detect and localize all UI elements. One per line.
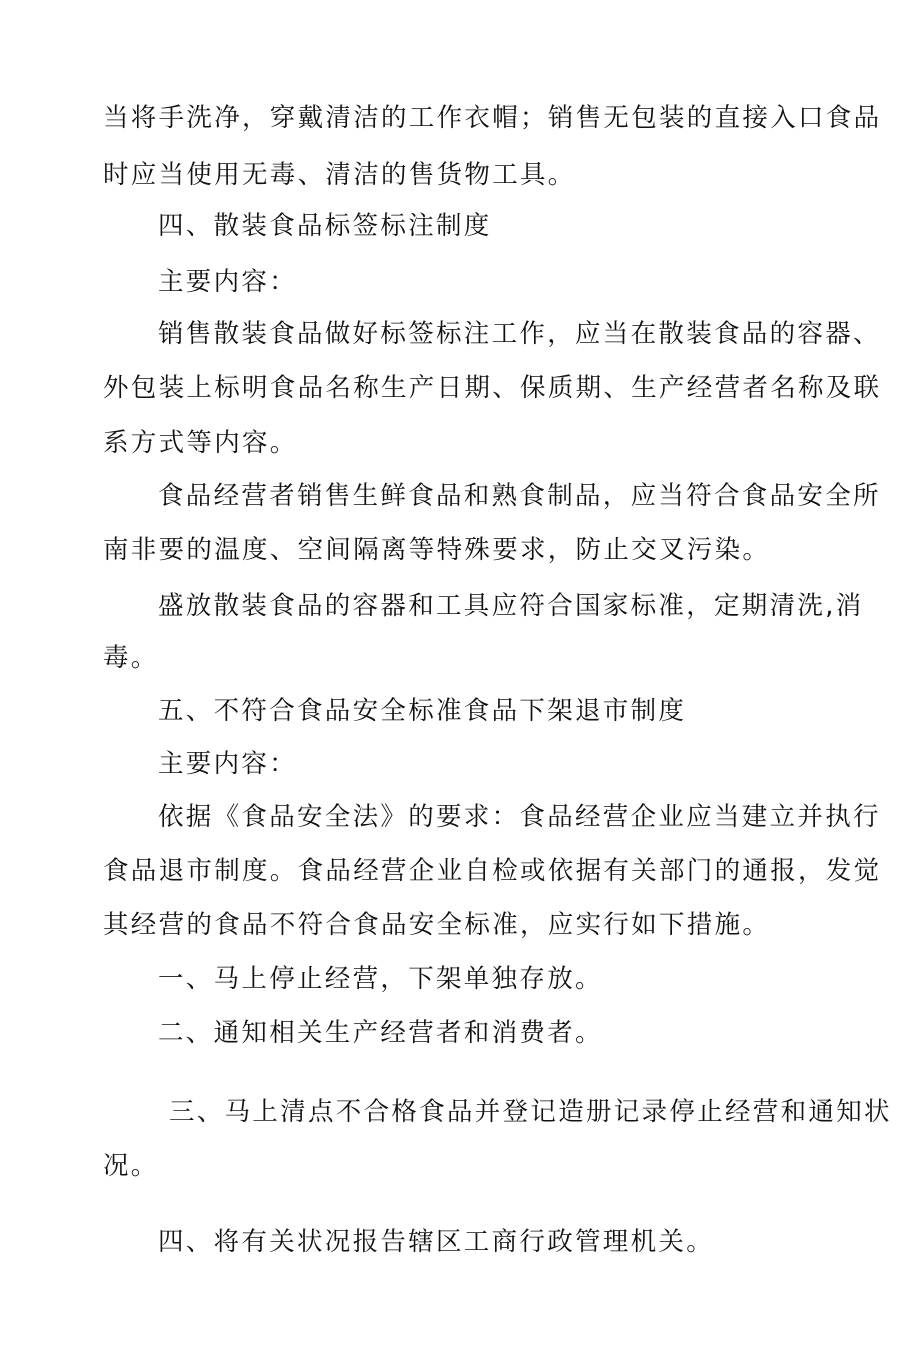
- list-item: 一、马上停止经营，下架单独存放。: [158, 964, 603, 994]
- paragraph-line: 销售散装食品做好标签标注工作，应当在散装食品的容器、: [158, 319, 881, 349]
- paragraph-line: 时应当使用无毒、清洁的售货物工具。: [103, 160, 576, 190]
- list-item: 四、将有关状况报告辖区工商行政管理机关。: [158, 1227, 715, 1257]
- paragraph-line: 食品经营者销售生鲜食品和熟食制品，应当符合食品安全所: [158, 481, 881, 511]
- paragraph-line: 外包装上标明食品名称生产日期、保质期、生产经营者名称及联: [103, 373, 882, 403]
- subheading: 主要内容：: [158, 749, 298, 779]
- paragraph-line: 系方式等内容。: [103, 428, 298, 458]
- list-item: 况。: [103, 1151, 159, 1181]
- paragraph-line: 当将手洗净，穿戴清洁的工作衣帽；销售无包装的直接入口食品: [103, 103, 882, 133]
- section-heading: 五、不符合食品安全标准食品下架退市制度: [158, 696, 687, 726]
- paragraph-line: 毒。: [103, 643, 159, 673]
- paragraph-line: 南非要的温度、空间隔离等特殊要求，防止交叉污染。: [103, 535, 771, 565]
- paragraph-line: 盛放散装食品的容器和工具应符合国家标准，定期清洗,消: [158, 591, 864, 621]
- list-item: 二、通知相关生产经营者和消费者。: [158, 1018, 603, 1048]
- paragraph-line: 食品退市制度。食品经营企业自检或依据有关部门的通报，发觉: [103, 856, 882, 886]
- list-item: 三、马上清点不合格食品并登记造册记录停止经营和通知状: [169, 1097, 892, 1127]
- subheading: 主要内容：: [158, 267, 298, 297]
- section-heading: 四、散装食品标签标注制度: [158, 211, 492, 241]
- paragraph-line: 依据《食品安全法》的要求：食品经营企业应当建立并执行: [158, 802, 881, 832]
- paragraph-line: 其经营的食品不符合食品安全标准，应实行如下措施。: [103, 910, 771, 940]
